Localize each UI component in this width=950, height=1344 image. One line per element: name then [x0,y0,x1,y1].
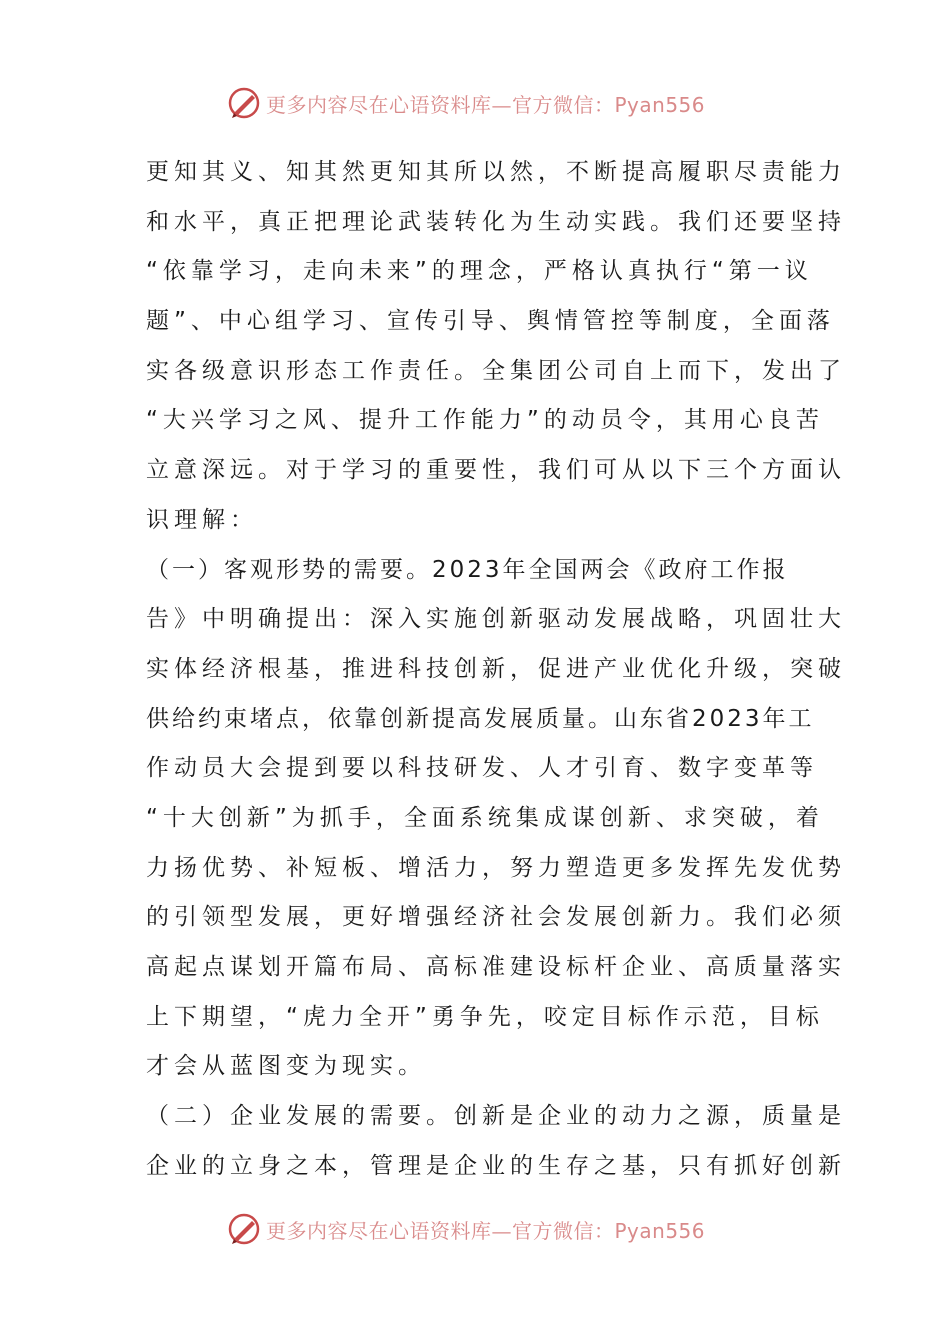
document-body [146,148,846,1191]
text-line: 实体经济根基，推进科技创新，促进产业优化升级，突破 [146,655,846,682]
text-line: 供给约束堵点，依靠创新提高发展质量。山东省2023年工 [146,705,815,732]
text-line: “依靠学习，走向未来”的理念，严格认真执行“第一议 [146,258,813,285]
watermark-footer [226,1209,705,1249]
text-line: 作动员大会提到要以科技研发、人才引育、数字变革等 [146,755,818,782]
text-line: 识理解： [146,506,258,533]
text-line: 实各级意识形态工作责任。全集团公司自上而下，发出了 [146,357,846,384]
watermark-text: 更多内容尽在心语资料库—官方微信：Pyan556 [266,1218,706,1243]
watermark-header [226,83,705,123]
text-line: 更知其义、知其然更知其所以然，不断提高履职尽责能力 [146,159,846,185]
text-line: 力扬优势、补短板、增活力，努力塑造更多发挥先发优势 [146,854,846,881]
text-line: 的引领型发展，更好增强经济社会发展创新力。我们必须 [146,904,846,931]
text-line: 上下期望，“虎力全开”勇争先，咬定目标作示范，目标 [146,1003,824,1030]
pen-logo-icon [226,1211,262,1247]
text-line: 告》中明确提出：深入实施创新驱动发展战略，巩固壮大 [146,606,846,633]
text-line: “大兴学习之风、提升工作能力”的动员令，其用心良苦 [146,407,824,434]
text-line: 高起点谋划开篇布局、高标准建设标杆企业、高质量落实 [146,954,846,980]
text-line: “十大创新”为抓手，全面系统集成谋创新、求突破，着 [146,804,824,831]
text-line: 企业的立身之本，管理是企业的生存之基，只有抓好创新 [146,1152,846,1179]
text-line: （一）客观形势的需要。2023年全国两会《政府工作报 [146,556,789,583]
text-line: 和水平，真正把理论武装转化为生动实践。我们还要坚持 [146,208,846,235]
pen-logo-icon [226,85,262,121]
text-line: 题”、中心组学习、宣传引导、舆情管控等制度，全面落 [146,308,835,335]
watermark-text: 更多内容尽在心语资料库—官方微信：Pyan556 [266,92,706,117]
text-line: （二）企业发展的需要。创新是企业的动力之源，质量是 [146,1103,846,1130]
text-line: 才会从蓝图变为现实。 [146,1053,426,1080]
text-line: 立意深远。对于学习的重要性，我们可从以下三个方面认 [146,457,846,484]
